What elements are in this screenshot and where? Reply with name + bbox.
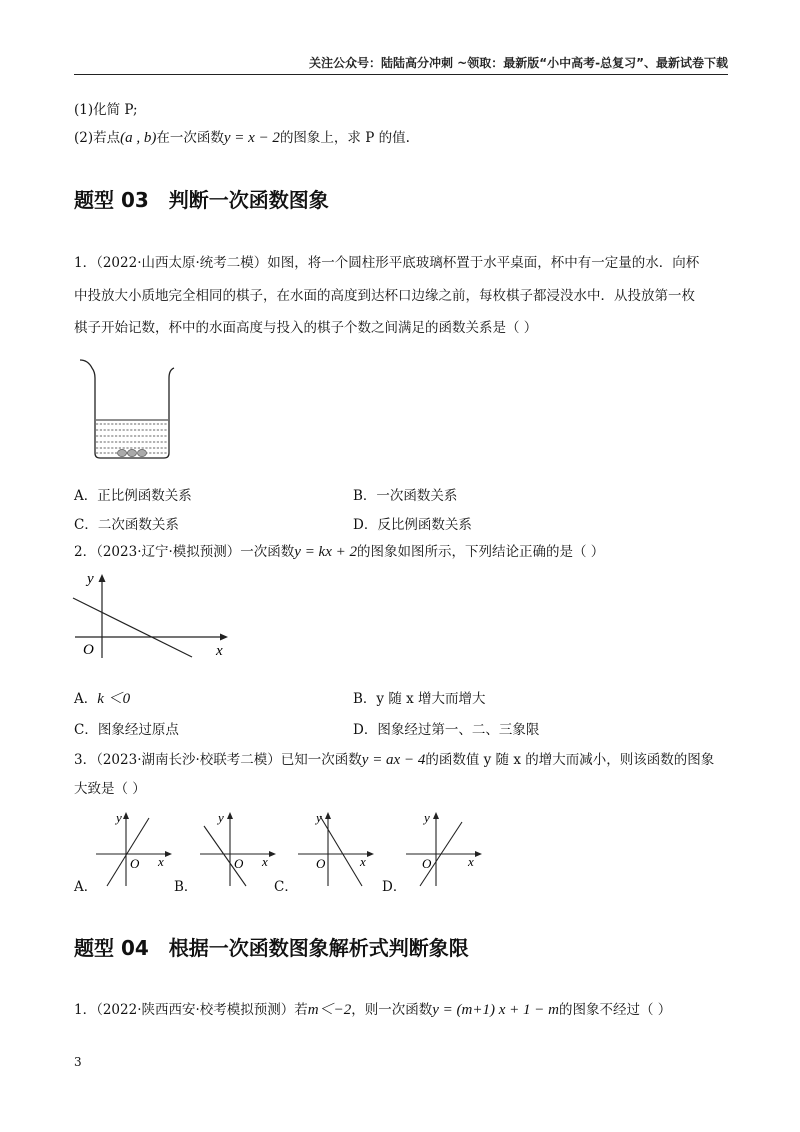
subquestion-2 — [74, 128, 410, 148]
y-axis-label: y — [316, 810, 322, 825]
s2q1-pre: 1．（2022·陕西西安·校考模拟预测）若 — [74, 1002, 308, 1018]
q2-option-d: D．图象经过第一、二、三象限 — [353, 722, 540, 738]
q3-option-b-graph — [198, 808, 278, 888]
q2-pre: 2．（2023·辽宁·模拟预测）一次函数 — [74, 544, 295, 560]
section-title-04 — [74, 932, 469, 961]
x-axis-label: x — [262, 854, 268, 869]
subquestion-1 — [74, 100, 138, 120]
point-ab: (a , b) — [120, 130, 157, 146]
origin-label: O — [422, 856, 432, 871]
chess-piece-icon — [118, 450, 127, 457]
x-axis-label: x — [158, 854, 164, 869]
q3-option-d-label: D． — [382, 879, 407, 895]
subquestion-2-pre: (2)若点 — [74, 130, 121, 146]
question-1-line-1: 1．（2022·山西太原·统考二模）如图，将一个圆柱形平底玻璃杯置于水平桌面，杯中有一定量的水．向杯 — [74, 255, 700, 271]
q3-option-c-label: C． — [274, 879, 298, 895]
section-name: 根据一次函数图象解析式判断象限 — [168, 936, 469, 960]
origin-label: O — [316, 856, 326, 871]
header-text: 关注公众号：陆陆高分冲刺 ~领取：最新版“小中高考-总复习”、最新试卷下载 — [309, 56, 728, 70]
question-3-line-2: 大致是（ ） — [74, 781, 146, 797]
origin-label: O — [234, 856, 244, 871]
beaker-figure — [78, 358, 182, 462]
subquestion-1-text: (1)化简 P; — [74, 102, 138, 118]
section-title-03 — [74, 184, 329, 213]
question-3-stem — [74, 750, 714, 770]
q3-function: y = ax − 4 — [361, 752, 426, 768]
q2-option-c: C．图象经过原点 — [74, 722, 179, 738]
q3-option-a-graph — [94, 808, 174, 888]
q3-option-c-graph — [296, 808, 376, 888]
q2-post: 的图象如图所示，下列结论正确的是（ ） — [357, 544, 605, 560]
section-number: 题型 03 — [74, 188, 149, 212]
chess-piece-icon — [138, 450, 147, 457]
q3-post: 的函数值 y 随 x 的增大而减小，则该函数的图象 — [425, 752, 715, 768]
q2-option-a-math: k ＜0 — [97, 691, 131, 707]
s2q1-mid: ，则一次函数 — [351, 1002, 433, 1018]
page-header — [74, 54, 728, 75]
y-axis-label: y — [218, 810, 224, 825]
origin-label: O — [130, 856, 140, 871]
s2q1-post: 的图象不经过（ ） — [558, 1002, 672, 1018]
y-axis-label: y — [87, 571, 94, 587]
s2q1-condition: m＜−2 — [307, 1002, 352, 1018]
q3-option-d-graph — [404, 808, 484, 888]
x-axis-label: x — [360, 854, 366, 869]
q2-graph — [70, 566, 240, 662]
y-axis-label: y — [116, 810, 122, 825]
q3-pre: 3．（2023·湖南长沙·校联考二模）已知一次函数 — [74, 752, 362, 768]
x-axis-label: x — [468, 854, 474, 869]
s2q1-function: y = (m+1) x + 1 − m — [432, 1002, 559, 1018]
q2-function: y = kx + 2 — [294, 544, 357, 560]
q2-option-a-label: A． — [74, 691, 98, 707]
subquestion-2-mid: 在一次函数 — [156, 130, 224, 146]
q1-option-d: D．反比例函数关系 — [353, 517, 472, 533]
q1-option-c: C．二次函数关系 — [74, 517, 179, 533]
y-axis-label: y — [424, 810, 430, 825]
subquestion-2-post: 的图象上，求 P 的值. — [279, 130, 410, 146]
section-2-question-1 — [74, 1000, 671, 1020]
q2-option-a — [74, 689, 130, 709]
question-1-line-2: 中投放大小质地完全相同的棋子，在水面的高度到达杯口边缘之前，每枚棋子都浸没水中．从投放第一枚 — [74, 288, 695, 304]
q3-option-b-label: B． — [174, 879, 198, 895]
q3-option-a-label: A． — [74, 879, 98, 895]
function-expression: y = x − 2 — [223, 130, 280, 146]
question-1-line-3: 棋子开始记数，杯中的水面高度与投入的棋子个数之间满足的函数关系是（ ） — [74, 320, 538, 336]
section-name: 判断一次函数图象 — [168, 188, 329, 212]
question-2-stem — [74, 542, 604, 562]
page-number: 3 — [74, 1055, 82, 1069]
q1-option-b: B．一次函数关系 — [353, 488, 458, 504]
chess-piece-icon — [128, 450, 137, 457]
origin-label: O — [83, 642, 94, 658]
section-number: 题型 04 — [74, 936, 149, 960]
q2-option-b: B．y 随 x 增大而增大 — [353, 691, 486, 707]
q1-option-a: A．正比例函数关系 — [74, 488, 192, 504]
x-axis-label: x — [216, 643, 223, 659]
